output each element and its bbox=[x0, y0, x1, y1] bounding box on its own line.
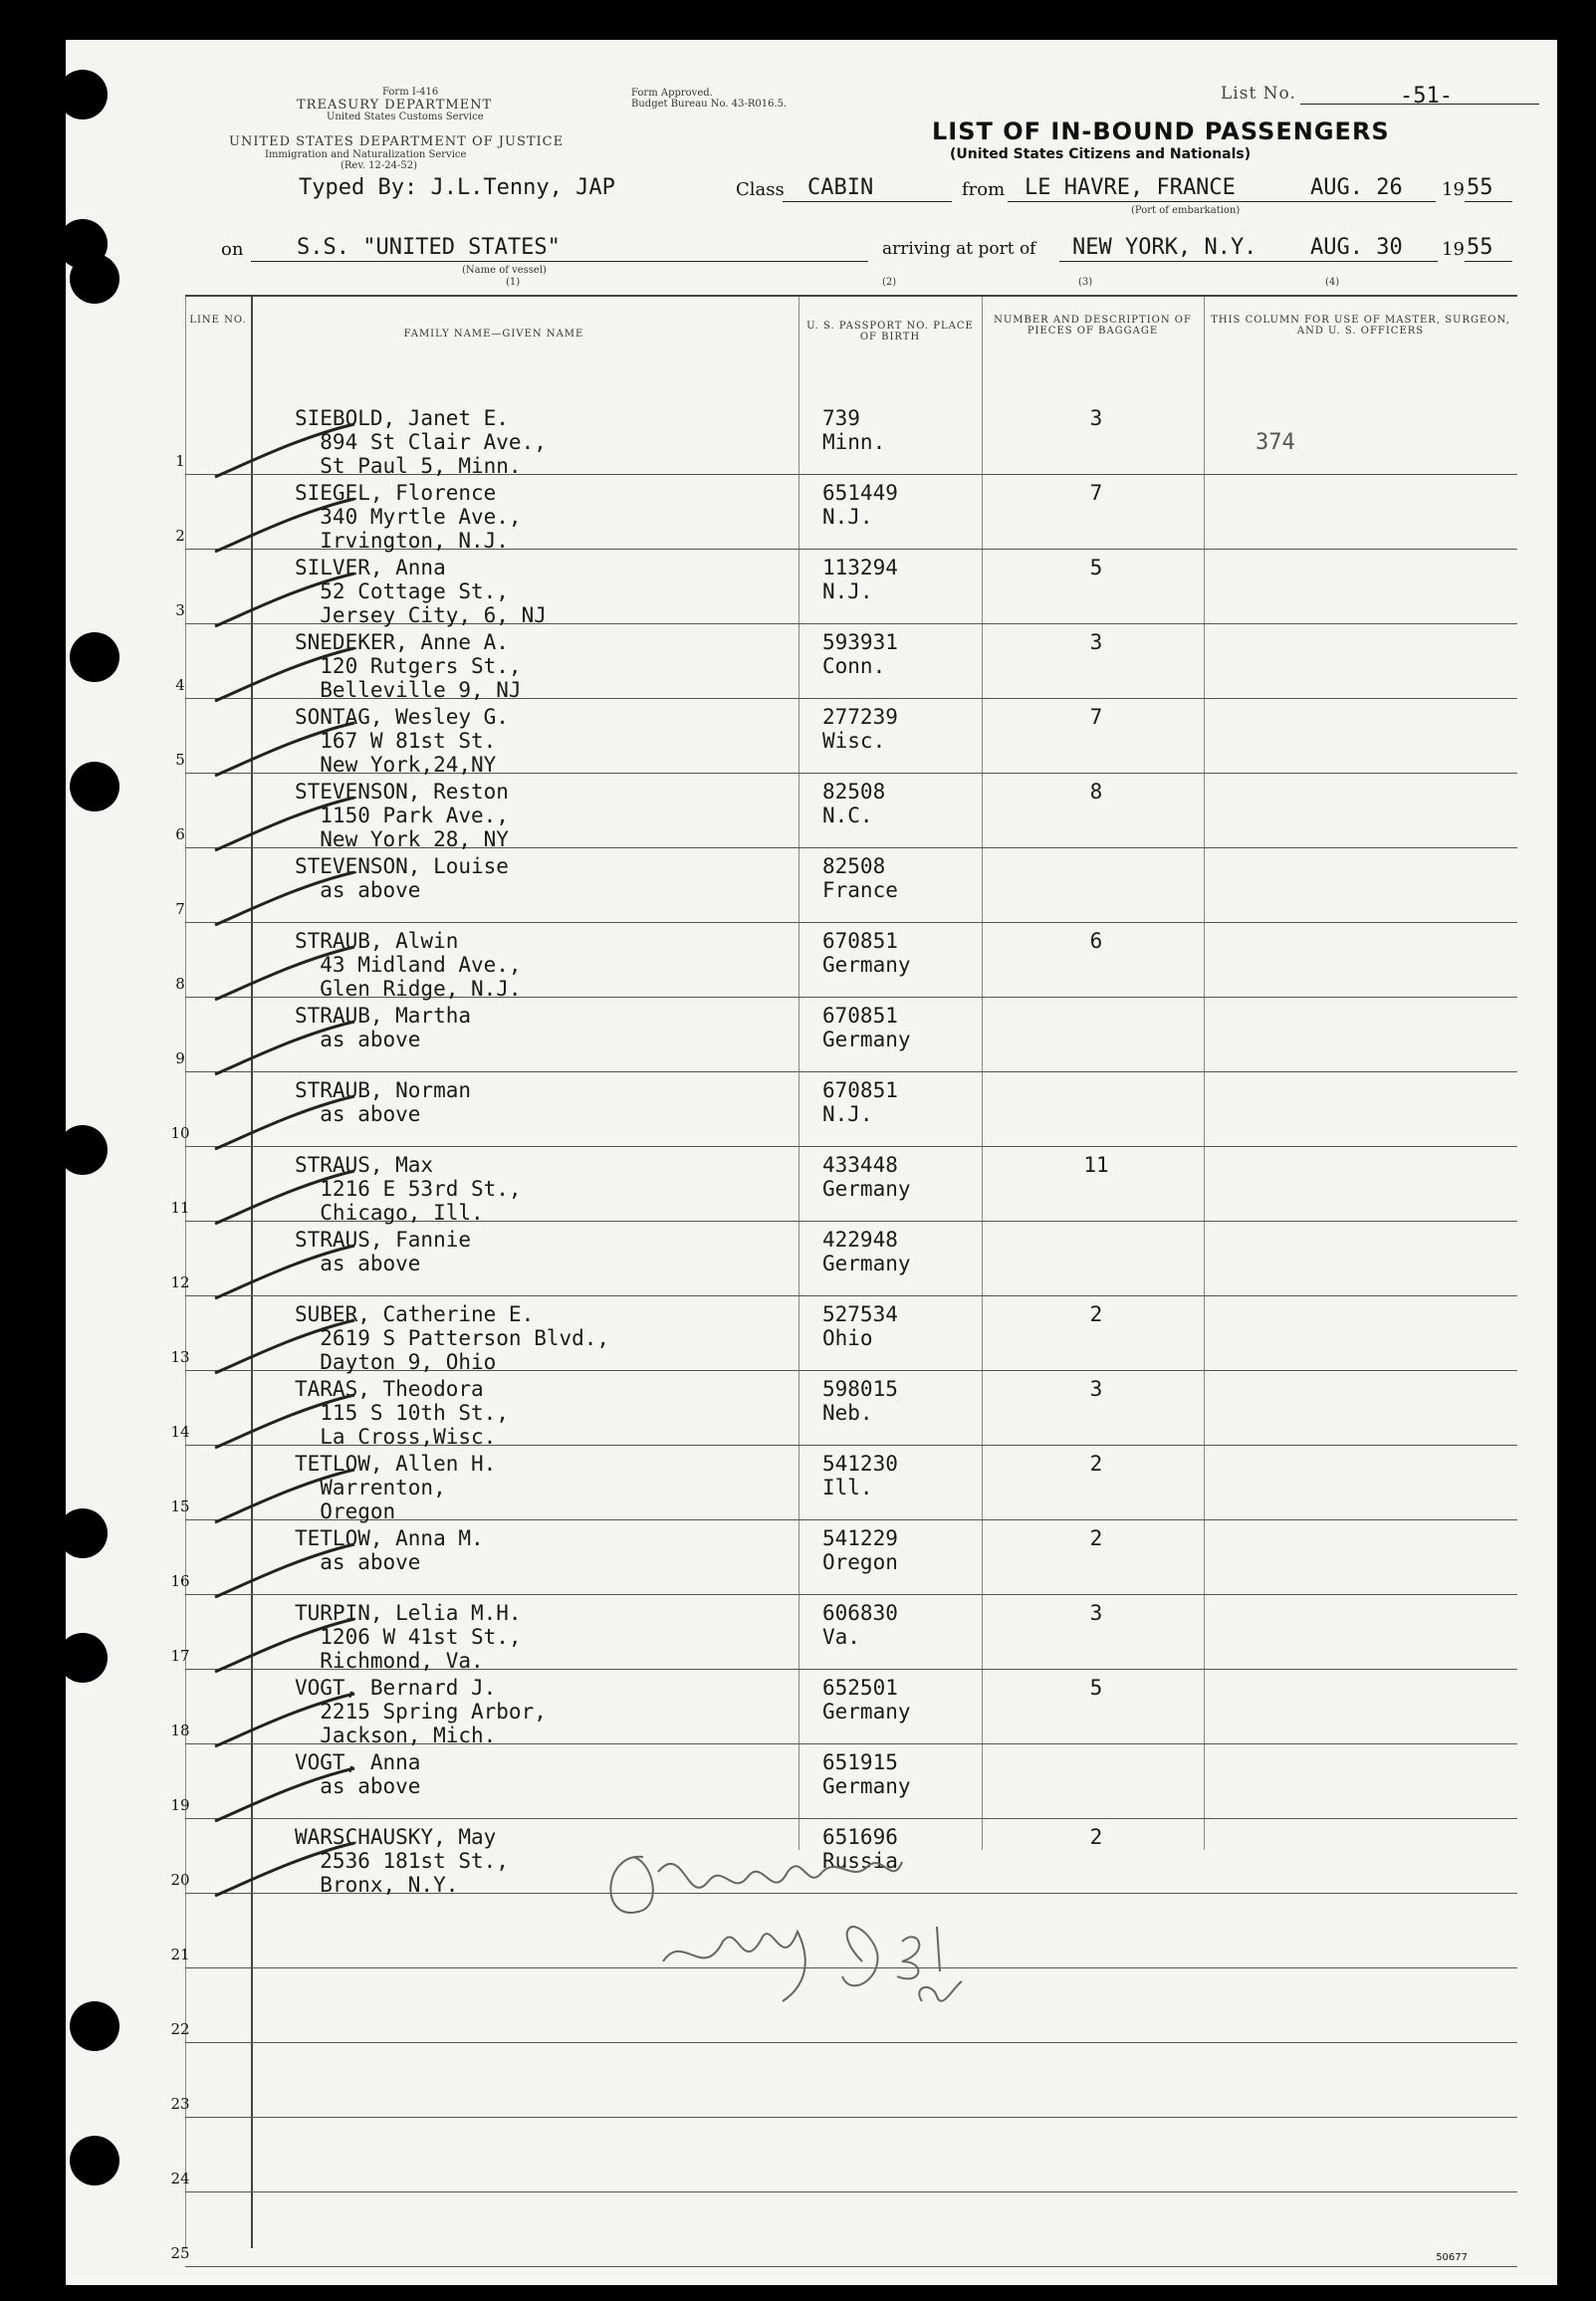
passport-birthplace: 670851 Germany bbox=[822, 929, 911, 977]
passport-birthplace: 739 Minn. bbox=[822, 406, 886, 454]
baggage-count: 5 bbox=[1089, 556, 1103, 579]
table-row bbox=[66, 2118, 1557, 2192]
passport-birthplace: 593931 Conn. bbox=[822, 630, 898, 678]
table-row bbox=[66, 923, 1557, 1001]
from-year-prefix: 19 bbox=[1442, 179, 1465, 200]
baggage-count: 7 bbox=[1089, 481, 1103, 505]
col3-number: (3) bbox=[1078, 277, 1093, 288]
line-number: 17 bbox=[170, 1647, 190, 1665]
line-number: 21 bbox=[170, 1946, 190, 1963]
passport-birthplace: 541230 Ill. bbox=[822, 1452, 898, 1499]
table-row bbox=[66, 1446, 1557, 1523]
passenger-name-address: TARAS, Theodora 115 S 10th St., La Cross,Wisc. bbox=[295, 1377, 509, 1449]
line-number: 8 bbox=[175, 975, 185, 993]
table-row bbox=[66, 1520, 1557, 1595]
budget-bureau: Budget Bureau No. 43-R016.5. bbox=[631, 99, 788, 110]
passenger-name-address: SUBER, Catherine E. 2619 S Patterson Blvd., Dayton 9, Ohio bbox=[295, 1302, 610, 1374]
officer-note: 374 bbox=[1255, 430, 1295, 455]
passenger-name-address: SIEBOLD, Janet E. 894 St Clair Ave., St Paul 5, Minn. bbox=[295, 406, 547, 478]
table-row bbox=[66, 774, 1557, 851]
passport-birthplace: 433448 Germany bbox=[822, 1153, 911, 1201]
passenger-name-address: SONTAG, Wesley G. 167 W 81st St. New York,24,NY bbox=[295, 705, 509, 777]
arriving-label: arriving at port of bbox=[882, 239, 1036, 259]
table-row bbox=[66, 624, 1557, 702]
col-header-name: FAMILY NAME—GIVEN NAME bbox=[403, 329, 584, 340]
list-no-label: List No. bbox=[1221, 84, 1296, 104]
table-row bbox=[66, 699, 1557, 777]
table-row bbox=[66, 1296, 1557, 1374]
baggage-count: 6 bbox=[1089, 929, 1103, 953]
table-row bbox=[66, 475, 1557, 553]
table-row bbox=[66, 2043, 1557, 2118]
line-number: 10 bbox=[170, 1124, 190, 1142]
line-number: 14 bbox=[170, 1423, 190, 1441]
binder-hole bbox=[58, 1508, 108, 1558]
baggage-count: 3 bbox=[1089, 630, 1103, 654]
col-header-line-no: LINE NO. bbox=[189, 315, 247, 326]
passport-birthplace: 651449 N.J. bbox=[822, 481, 898, 529]
line-number: 3 bbox=[175, 601, 185, 619]
line-number: 20 bbox=[170, 1871, 190, 1889]
line-number: 5 bbox=[175, 751, 185, 769]
baggage-count: 11 bbox=[1083, 1153, 1109, 1177]
col4-number: (4) bbox=[1325, 277, 1340, 288]
arrival-port: NEW YORK, N.Y. bbox=[1072, 235, 1257, 260]
line-number: 12 bbox=[170, 1273, 190, 1291]
treasury-department: TREASURY DEPARTMENT bbox=[297, 98, 493, 113]
vessel-col-number: (1) bbox=[506, 277, 521, 288]
table-row bbox=[66, 848, 1557, 923]
col2-number: (2) bbox=[882, 277, 897, 288]
table-row bbox=[66, 550, 1557, 627]
line-number: 15 bbox=[170, 1497, 190, 1515]
table-row bbox=[66, 1744, 1557, 1819]
passport-birthplace: 541229 Oregon bbox=[822, 1526, 898, 1574]
justice-department: UNITED STATES DEPARTMENT OF JUSTICE bbox=[229, 134, 565, 149]
baggage-count: 2 bbox=[1089, 1825, 1103, 1849]
passport-birthplace: 606830 Va. bbox=[822, 1601, 898, 1649]
passenger-name-address: SILVER, Anna 52 Cottage St., Jersey City, 6, NJ bbox=[295, 556, 547, 627]
table-row bbox=[66, 1072, 1557, 1147]
binder-hole bbox=[58, 1125, 108, 1175]
arrival-year-prefix: 19 bbox=[1442, 239, 1465, 260]
on-label: on bbox=[221, 239, 244, 260]
passenger-name-address: SIEGEL, Florence 340 Myrtle Ave., Irvington, N.J. bbox=[295, 481, 522, 553]
passenger-name-address: VOGT, Anna as above bbox=[295, 1750, 421, 1798]
from-year: 55 bbox=[1467, 175, 1493, 200]
baggage-count: 8 bbox=[1089, 780, 1103, 804]
passport-birthplace: 277239 Wisc. bbox=[822, 705, 898, 753]
line-number: 1 bbox=[175, 452, 185, 470]
arrival-year: 55 bbox=[1467, 235, 1493, 260]
passenger-name-address: STRAUB, Norman as above bbox=[295, 1078, 472, 1126]
passenger-name-address: WARSCHAUSKY, May 2536 181st St., Bronx, N.Y. bbox=[295, 1825, 509, 1897]
passenger-name-address: STRAUB, Martha as above bbox=[295, 1004, 472, 1051]
baggage-count: 7 bbox=[1089, 705, 1103, 729]
col-header-baggage: NUMBER AND DESCRIPTION OF PIECES OF BAGGAGE bbox=[994, 315, 1192, 337]
table-row bbox=[66, 1670, 1557, 1747]
passport-birthplace: 598015 Neb. bbox=[822, 1377, 898, 1425]
line-number: 24 bbox=[170, 2170, 190, 2187]
line-number: 22 bbox=[170, 2020, 190, 2038]
passport-birthplace: 651915 Germany bbox=[822, 1750, 911, 1798]
from-label: from bbox=[962, 179, 1006, 200]
table-row bbox=[66, 1595, 1557, 1673]
line-number: 16 bbox=[170, 1572, 190, 1590]
baggage-count: 3 bbox=[1089, 1377, 1103, 1401]
baggage-count: 3 bbox=[1089, 1601, 1103, 1625]
form-number: Form I-416 bbox=[382, 87, 439, 98]
passenger-name-address: STEVENSON, Reston 1150 Park Ave., New York 28, NY bbox=[295, 780, 509, 851]
binder-hole bbox=[70, 2001, 119, 2051]
immigration-service: Immigration and Naturalization Service bbox=[265, 149, 467, 160]
from-date: AUG. 26 bbox=[1310, 175, 1403, 200]
line-number: 19 bbox=[170, 1796, 190, 1814]
form-approved: Form Approved. bbox=[631, 88, 713, 99]
page-stamp: 50677 bbox=[1436, 2252, 1468, 2263]
table-row bbox=[66, 400, 1557, 478]
table-row bbox=[66, 1222, 1557, 1296]
list-no-value: -51- bbox=[1400, 84, 1453, 109]
passenger-name-address: TETLOW, Allen H. Warrenton, Oregon bbox=[295, 1452, 497, 1523]
typed-by: Typed By: J.L.Tenny, JAP bbox=[299, 175, 615, 200]
page-subtitle: (United States Citizens and Nationals) bbox=[950, 146, 1252, 162]
passport-birthplace: 652501 Germany bbox=[822, 1676, 911, 1724]
passenger-name-address: STRAUS, Max 1216 E 53rd St., Chicago, Ill. bbox=[295, 1153, 522, 1225]
binder-hole bbox=[58, 70, 108, 119]
page-title: LIST OF IN-BOUND PASSENGERS bbox=[932, 117, 1390, 145]
baggage-count: 2 bbox=[1089, 1452, 1103, 1476]
line-number: 23 bbox=[170, 2095, 190, 2113]
line-number: 25 bbox=[170, 2244, 190, 2262]
passport-birthplace: 670851 N.J. bbox=[822, 1078, 898, 1126]
passport-birthplace: 82508 N.C. bbox=[822, 780, 886, 827]
manifest-page bbox=[66, 40, 1557, 2285]
line-number: 18 bbox=[170, 1722, 190, 1739]
passport-birthplace: 422948 Germany bbox=[822, 1228, 911, 1275]
baggage-count: 3 bbox=[1089, 406, 1103, 430]
passenger-name-address: SNEDEKER, Anne A. 120 Rutgers St., Belleville 9, NJ bbox=[295, 630, 522, 702]
passenger-name-address: TETLOW, Anna M. as above bbox=[295, 1526, 484, 1574]
line-number: 13 bbox=[170, 1348, 190, 1366]
binder-hole bbox=[70, 762, 119, 811]
line-number: 11 bbox=[170, 1199, 190, 1217]
passenger-name-address: VOGT, Bernard J. 2215 Spring Arbor, Jackson, Mich. bbox=[295, 1676, 547, 1747]
binder-hole bbox=[70, 254, 119, 304]
passenger-name-address: TURPIN, Lelia M.H. 1206 W 41st St., Richmond, Va. bbox=[295, 1601, 522, 1673]
binder-hole bbox=[70, 2136, 119, 2186]
vessel-caption: (Name of vessel) bbox=[462, 265, 547, 276]
baggage-count: 5 bbox=[1089, 1676, 1103, 1700]
table-row bbox=[66, 1371, 1557, 1449]
binder-hole bbox=[70, 632, 119, 682]
baggage-count: 2 bbox=[1089, 1526, 1103, 1550]
passenger-name-address: STRAUB, Alwin 43 Midland Ave., Glen Ridge, N.J. bbox=[295, 929, 522, 1001]
table-row bbox=[66, 1147, 1557, 1225]
line-number: 7 bbox=[175, 900, 185, 918]
inspector-signature bbox=[583, 1812, 1141, 2011]
passport-birthplace: 670851 Germany bbox=[822, 1004, 911, 1051]
col-header-officers: THIS COLUMN FOR USE OF MASTER, SURGEON, AND U. S. OFFICERS bbox=[1211, 315, 1510, 337]
arrival-date: AUG. 30 bbox=[1310, 235, 1403, 260]
vessel-name: S.S. "UNITED STATES" bbox=[297, 235, 561, 260]
from-port: LE HAVRE, FRANCE bbox=[1025, 175, 1236, 200]
binder-hole bbox=[58, 1633, 108, 1683]
table-row bbox=[66, 998, 1557, 1072]
customs-service: United States Customs Service bbox=[327, 112, 484, 122]
form-revision: (Rev. 12-24-52) bbox=[341, 160, 418, 171]
passenger-name-address: STRAUS, Fannie as above bbox=[295, 1228, 472, 1275]
col-header-passport: U. S. PASSPORT NO. PLACE OF BIRTH bbox=[806, 321, 974, 343]
passport-birthplace: 113294 N.J. bbox=[822, 556, 898, 603]
passenger-name-address: STEVENSON, Louise as above bbox=[295, 854, 509, 902]
class-label: Class bbox=[736, 179, 785, 200]
passport-birthplace: 82508 France bbox=[822, 854, 898, 902]
line-number: 6 bbox=[175, 825, 185, 843]
line-number: 2 bbox=[175, 527, 185, 545]
line-number: 9 bbox=[175, 1049, 185, 1067]
port-embarkation-caption: (Port of embarkation) bbox=[1131, 205, 1241, 216]
table-row bbox=[66, 2192, 1557, 2267]
baggage-count: 2 bbox=[1089, 1302, 1103, 1326]
passport-birthplace: 651696 Russia bbox=[822, 1825, 898, 1873]
class-value: CABIN bbox=[807, 175, 874, 200]
line-number: 4 bbox=[175, 676, 185, 694]
passport-birthplace: 527534 Ohio bbox=[822, 1302, 898, 1350]
